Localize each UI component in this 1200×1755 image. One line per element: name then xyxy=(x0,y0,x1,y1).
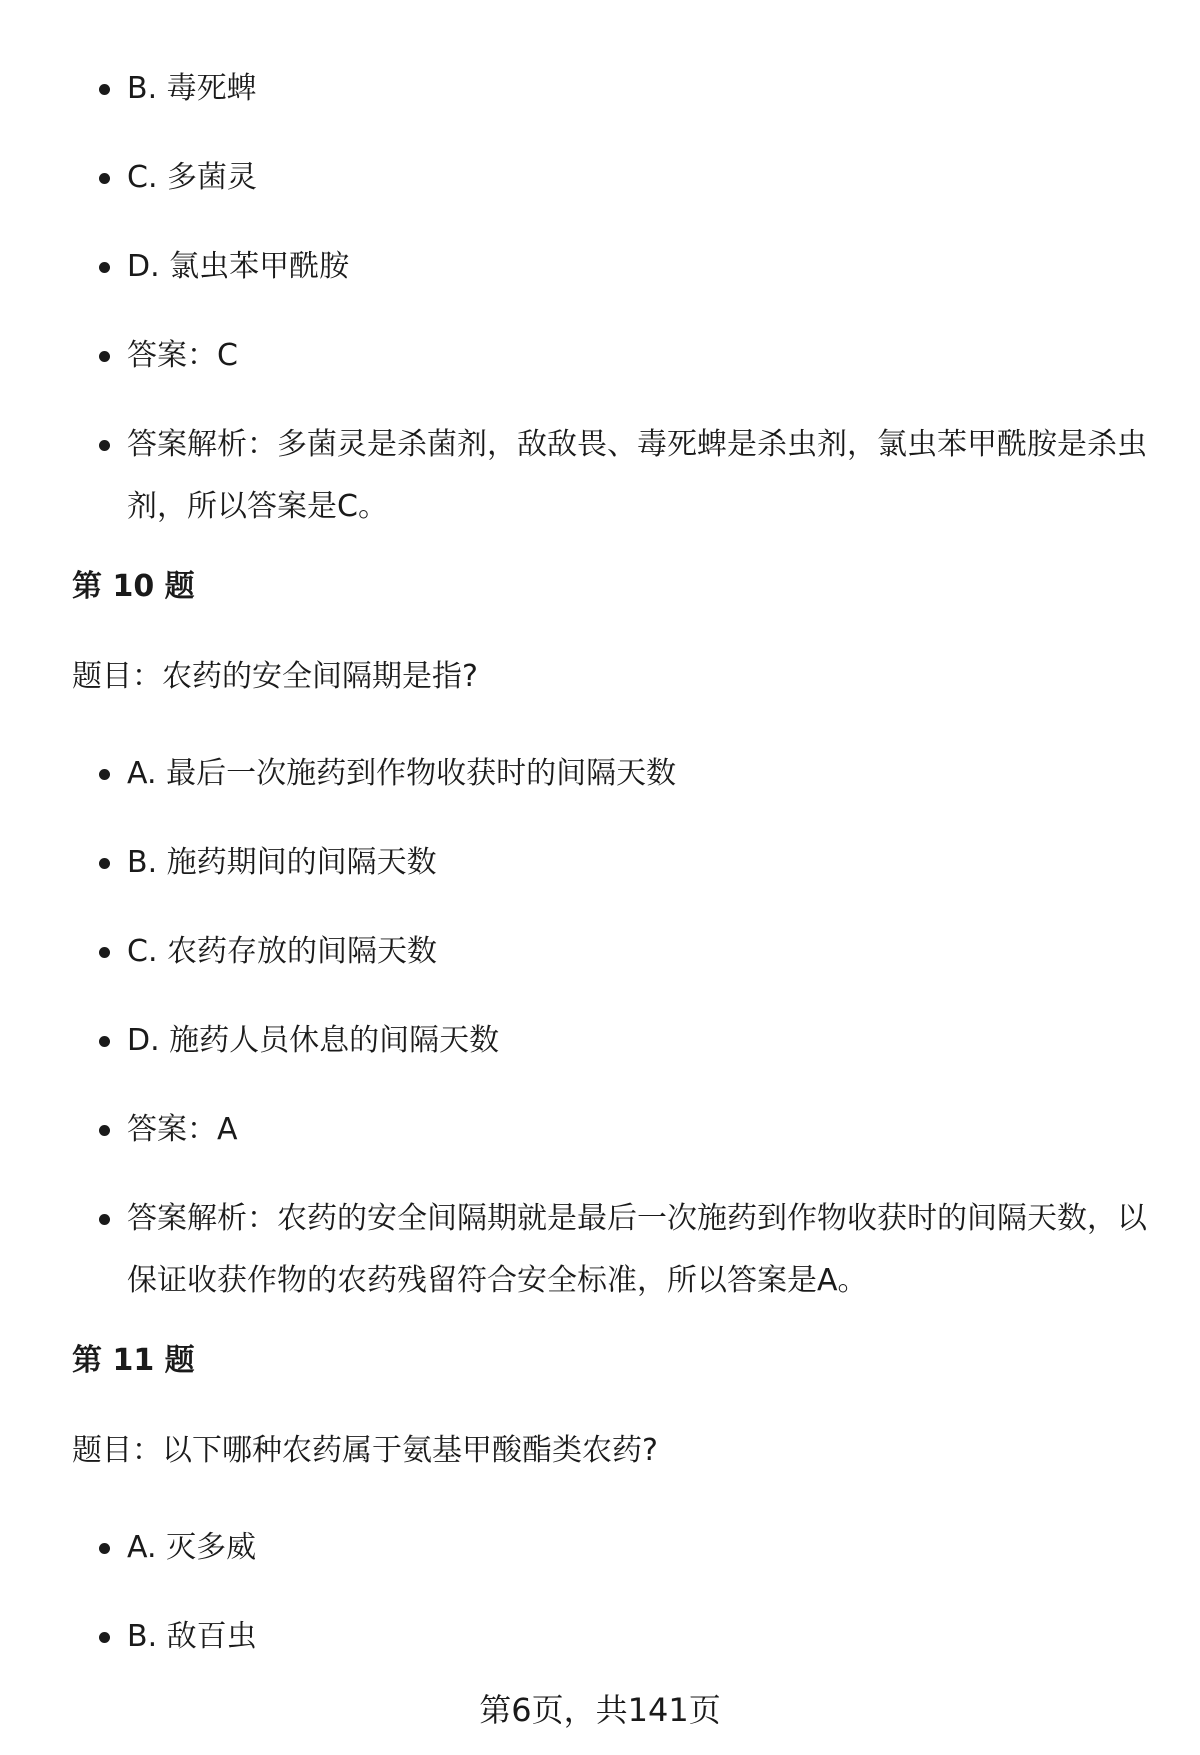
list-item: A. 灭多威 xyxy=(72,1517,1152,1579)
list-item: C. 多菌灵 xyxy=(72,147,1152,209)
list-item: B. 施药期间的间隔天数 xyxy=(72,832,1152,894)
list-item: B. 毒死蜱 xyxy=(72,58,1152,120)
answer-item: 答案：C xyxy=(72,325,1152,387)
answer-item: 答案：A xyxy=(72,1099,1152,1161)
list-item: D. 氯虫苯甲酰胺 xyxy=(72,236,1152,298)
question-stem: 题目：以下哪种农药属于氨基甲酸酯类农药? xyxy=(72,1433,658,1468)
question-title: 第 10 题 xyxy=(72,569,195,604)
option-list-q10 xyxy=(72,743,1152,1312)
question-title: 第 11 题 xyxy=(72,1343,195,1378)
page-footer: 第6页，共141页 xyxy=(479,1691,721,1729)
list-item: A. 最后一次施药到作物收获时的间隔天数 xyxy=(72,743,1152,805)
option-list-q11 xyxy=(72,1517,1152,1668)
list-item: D. 施药人员休息的间隔天数 xyxy=(72,1010,1152,1072)
explanation-item: 答案解析：多菌灵是杀菌剂，敌敌畏、毒死蜱是杀虫剂，氯虫苯甲酰胺是杀虫剂，所以答案是C。 xyxy=(72,414,1152,538)
page-content xyxy=(72,58,1152,1695)
option-list-q9 xyxy=(72,58,1152,538)
list-item: B. 敌百虫 xyxy=(72,1606,1152,1668)
question-stem: 题目：农药的安全间隔期是指? xyxy=(72,659,478,694)
list-item: C. 农药存放的间隔天数 xyxy=(72,921,1152,983)
explanation-item: 答案解析：农药的安全间隔期就是最后一次施药到作物收获时的间隔天数，以保证收获作物的农药残留符合安全标准，所以答案是A。 xyxy=(72,1188,1152,1312)
